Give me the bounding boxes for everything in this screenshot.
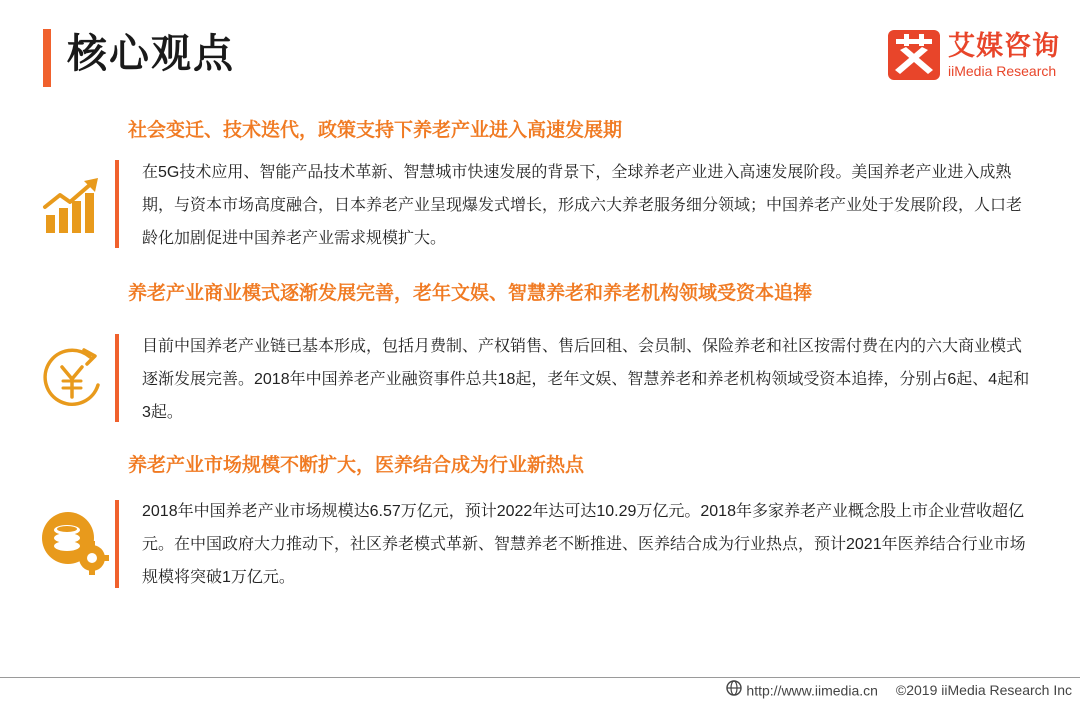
growth-chart-icon (40, 175, 106, 242)
logo-english-name: iiMedia Research (948, 63, 1057, 79)
yuan-cycle-icon (40, 345, 106, 418)
globe-icon (726, 680, 742, 701)
footer-url-link[interactable]: http://www.iimedia.cn (746, 682, 878, 699)
coins-gear-icon (40, 508, 110, 583)
section-heading: 养老产业市场规模不断扩大，医养结合成为行业新热点 (128, 455, 585, 476)
iimedia-logo[interactable] (888, 30, 1060, 82)
section-heading: 养老产业商业模式逐渐发展完善，老年文娱、智慧养老和养老机构领域受资本追捧 (128, 283, 813, 304)
page-title: 核心观点 (67, 32, 235, 76)
section-accent-bar (115, 334, 119, 422)
section-body: 目前中国养老产业链已基本形成，包括月费制、产权销售、售后回租、会员制、保险养老和社区按需付费在内的六大商业模式逐渐发展完善。2018年中国养老产业融资事件总共18起，老年文娱、智慧养老和养老机构领域受资本追捧，分别占6起、4起和3起。 (142, 338, 1030, 421)
logo-chinese-name: 艾媒咨询 (948, 31, 1060, 61)
section-heading: 社会变迁、技术迭代，政策支持下养老产业进入高速发展期 (128, 120, 623, 141)
logo-mark-icon (888, 30, 940, 80)
footer-copyright: ©2019 iiMedia Research Inc (895, 682, 1072, 699)
footer-divider (0, 677, 1080, 678)
footer (726, 679, 1072, 701)
section-body: 在5G技术应用、智能产品技术革新、智慧城市快速发展的背景下，全球养老产业进入高速发展阶段。美国养老产业进入成熟期，与资本市场高度融合，日本养老产业呈现爆发式增长，形成六大养老服务细分领域；中国养老产业处于发展阶段，人口老龄化加剧促进中国养老产业需求规模扩大。 (142, 164, 1023, 247)
section-accent-bar (115, 500, 119, 588)
section-accent-bar (115, 160, 119, 248)
title-accent-bar (43, 29, 51, 87)
section-body: 2018年中国养老产业市场规模达6.57万亿元，预计2022年达可达10.29万亿元。2018年多家养老产业概念股上市企业营收超亿元。在中国政府大力推动下，社区养老模式革新、智慧养老不断推进、医养结合成为行业热点，预计2021年医养结合行业市场规模将突破1万亿元。 (142, 503, 1026, 586)
